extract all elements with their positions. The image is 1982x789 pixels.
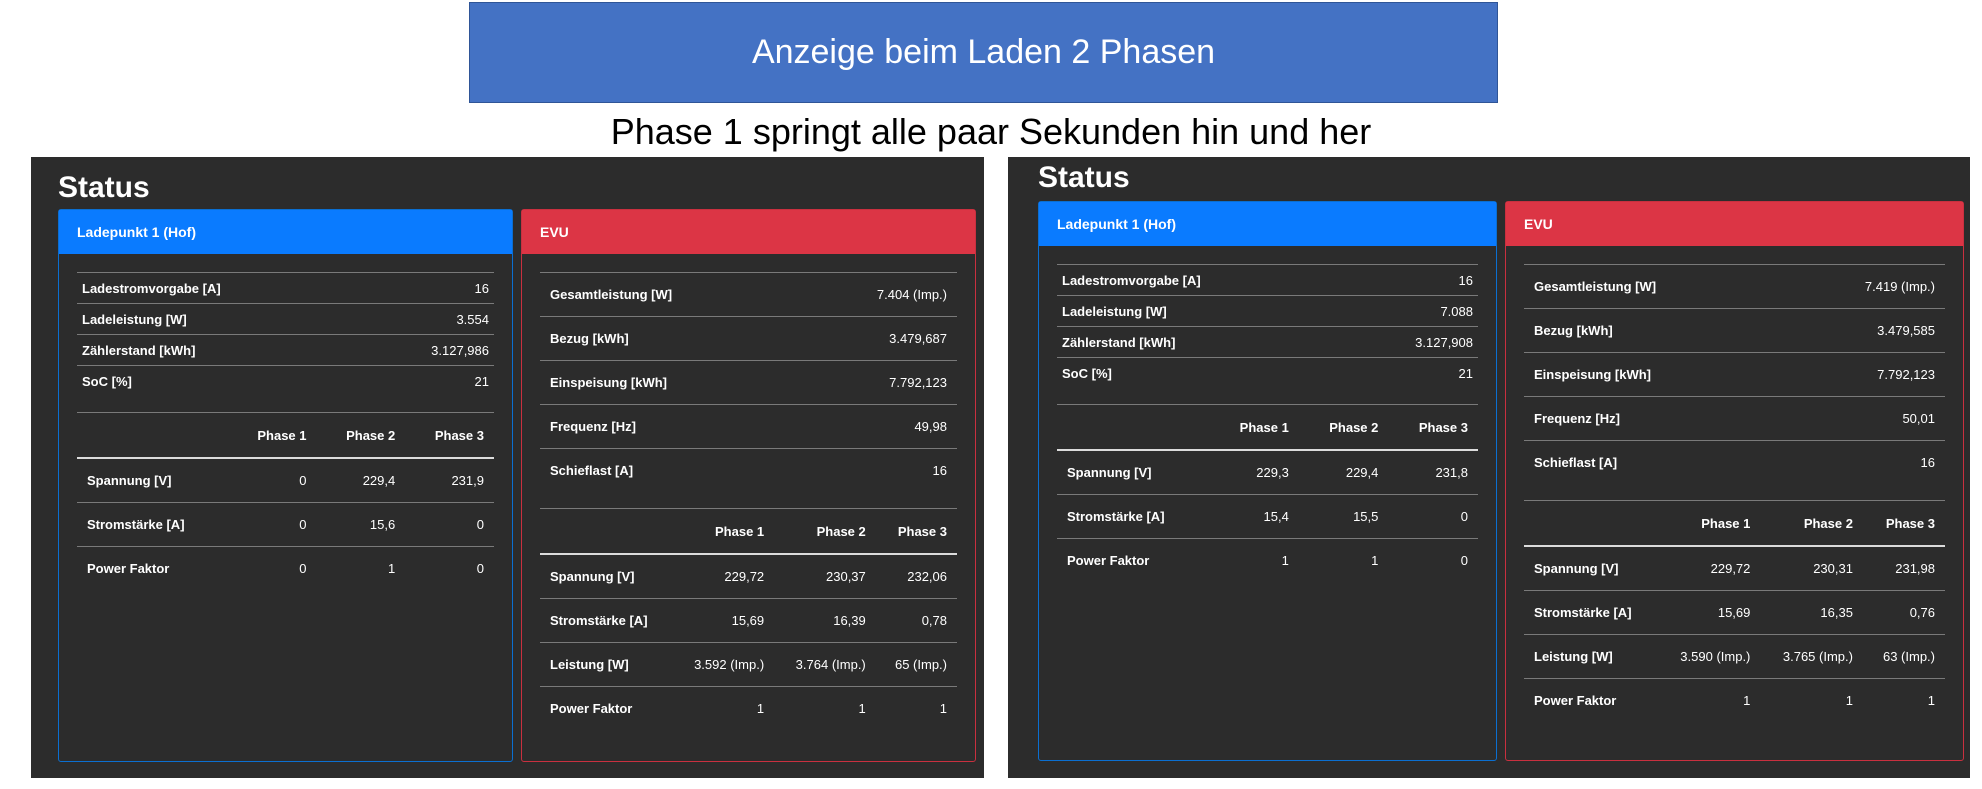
ladepunkt-phase-table [1057, 404, 1478, 582]
row-label: Power Faktor [1067, 553, 1150, 568]
header-phase-2: Phase 2 [1299, 405, 1389, 451]
evu-phase-table [540, 508, 957, 730]
row-value: 50,01 [1782, 397, 1945, 441]
banner-title: Anzeige beim Laden 2 Phasen [751, 33, 1216, 71]
header-phase-1: Phase 1 [673, 509, 775, 555]
cell-phase-2: 1 [1845, 693, 1853, 708]
header-phase-1: Phase 1 [228, 413, 317, 459]
row-label: Ladeleistung [W] [77, 304, 363, 335]
evu-card [521, 209, 976, 762]
row-label: Schieflast [A] [540, 449, 795, 493]
table-row [1524, 397, 1945, 441]
table-row [77, 304, 494, 335]
row-value: 49,98 [795, 405, 957, 449]
cell-phase-2: 1 [858, 701, 866, 716]
table-row [77, 335, 494, 366]
table-header-row [540, 509, 957, 555]
row-value: 16 [795, 449, 957, 493]
row-value: 7.792,123 [795, 361, 957, 405]
cell-phase-2: 229,4 [317, 458, 406, 503]
row-label: Schieflast [A] [1524, 441, 1782, 485]
cell-phase-3: 0 [1460, 553, 1468, 568]
cell-phase-1: 0 [299, 561, 307, 576]
cell-phase-2: 229,4 [1299, 450, 1389, 495]
row-label: Spannung [V] [540, 554, 673, 599]
row-value: 3.479,687 [795, 317, 957, 361]
cell-phase-1: 15,69 [673, 599, 775, 643]
evu-phase-table [1524, 500, 1945, 722]
row-label: Spannung [V] [1524, 546, 1658, 591]
row-value: 3.554 [363, 304, 494, 335]
row-label: Gesamtleistung [W] [540, 273, 795, 317]
cell-phase-3: 0 [405, 503, 494, 547]
header-empty [77, 413, 228, 459]
row-label: Spannung [V] [1057, 450, 1209, 495]
cell-phase-3: 63 (Imp.) [1863, 635, 1945, 679]
ladepunkt-card-header[interactable]: Ladepunkt 1 (Hof) [59, 210, 512, 254]
cell-phase-3: 0,76 [1863, 591, 1945, 635]
row-value: 7.088 [1346, 296, 1478, 327]
evu-card-header[interactable]: EVU [522, 210, 975, 254]
row-label: Power Faktor [87, 561, 170, 576]
row-label: Gesamtleistung [W] [1524, 265, 1782, 309]
row-label: SoC [%] [1057, 358, 1346, 389]
cell-phase-1: 1 [1743, 693, 1751, 708]
row-label: Einspeisung [kWh] [1524, 353, 1782, 397]
cell-phase-2: 1 [388, 561, 396, 576]
row-label: Frequenz [Hz] [1524, 397, 1782, 441]
cell-phase-1: 3.592 (Imp.) [673, 643, 775, 687]
cell-phase-2: 230,31 [1760, 546, 1863, 591]
cell-phase-2: 3.764 (Imp.) [774, 643, 876, 687]
table-row [1524, 353, 1945, 397]
ladepunkt-info-table [1057, 264, 1478, 388]
evu-info-table [540, 272, 957, 492]
row-label: Zählerstand [kWh] [1057, 327, 1346, 358]
cell-phase-3: 232,06 [876, 554, 957, 599]
row-label: Stromstärke [A] [77, 503, 228, 547]
cell-phase-2: 15,6 [317, 503, 406, 547]
title-banner [469, 2, 1498, 103]
row-label: Ladestromvorgabe [A] [77, 273, 363, 304]
header-phase-1: Phase 1 [1209, 405, 1299, 451]
row-value: 3.127,986 [363, 335, 494, 366]
row-label: Power Faktor [550, 701, 633, 716]
cell-phase-3: 65 (Imp.) [876, 643, 957, 687]
header-empty [540, 509, 673, 555]
table-header-row [1524, 501, 1945, 547]
row-value: 7.419 (Imp.) [1782, 265, 1945, 309]
cell-phase-2: 1 [1371, 553, 1379, 568]
table-row [1524, 441, 1945, 485]
row-value: 7.404 (Imp.) [795, 273, 957, 317]
table-row [540, 599, 957, 643]
cell-phase-3: 231,8 [1388, 450, 1478, 495]
evu-card-header[interactable]: EVU [1506, 202, 1963, 246]
row-label: Ladestromvorgabe [A] [1057, 265, 1346, 296]
table-row [540, 554, 957, 599]
cell-phase-3: 0,78 [876, 599, 957, 643]
table-header-row [1057, 405, 1478, 451]
row-value: 16 [1782, 441, 1945, 485]
cell-phase-2: 230,37 [774, 554, 876, 599]
row-label: SoC [%] [77, 366, 363, 397]
header-phase-3: Phase 3 [405, 413, 494, 459]
ladepunkt-info-table [77, 272, 494, 396]
table-row [1057, 358, 1478, 389]
cell-phase-2: 16,35 [1760, 591, 1863, 635]
row-label: Leistung [W] [540, 643, 673, 687]
row-label: Ladeleistung [W] [1057, 296, 1346, 327]
header-phase-3: Phase 3 [876, 509, 957, 555]
ladepunkt-phase-table [77, 412, 494, 590]
cell-phase-2: 3.765 (Imp.) [1760, 635, 1863, 679]
header-phase-2: Phase 2 [774, 509, 876, 555]
row-value: 7.792,123 [1782, 353, 1945, 397]
row-label: Zählerstand [kWh] [77, 335, 363, 366]
status-screen-left [31, 157, 984, 778]
row-value: 21 [1346, 358, 1478, 389]
table-row [1524, 265, 1945, 309]
cell-phase-1: 229,72 [1658, 546, 1761, 591]
table-row [77, 503, 494, 547]
table-row [77, 366, 494, 397]
row-label: Stromstärke [A] [1057, 495, 1209, 539]
table-row [1524, 591, 1945, 635]
table-row [1524, 679, 1945, 723]
cell-phase-1: 229,72 [673, 554, 775, 599]
row-label: Einspeisung [kWh] [540, 361, 795, 405]
cell-phase-2: 15,5 [1299, 495, 1389, 539]
cell-phase-2: 16,39 [774, 599, 876, 643]
table-row [540, 405, 957, 449]
header-phase-2: Phase 2 [317, 413, 406, 459]
row-label: Power Faktor [1534, 693, 1617, 708]
row-label: Bezug [kWh] [540, 317, 795, 361]
table-row [77, 458, 494, 503]
table-row [77, 273, 494, 304]
header-phase-1: Phase 1 [1658, 501, 1761, 547]
row-label: Leistung [W] [1524, 635, 1658, 679]
cell-phase-1: 0 [228, 503, 317, 547]
cell-phase-1: 1 [1281, 553, 1289, 568]
table-row [1057, 495, 1478, 539]
cell-phase-3: 1 [939, 701, 947, 716]
cell-phase-1: 3.590 (Imp.) [1658, 635, 1761, 679]
table-row [540, 449, 957, 493]
table-row [1057, 327, 1478, 358]
evu-info-table [1524, 264, 1945, 484]
row-label: Spannung [V] [77, 458, 228, 503]
row-value: 16 [363, 273, 494, 304]
header-phase-3: Phase 3 [1863, 501, 1945, 547]
status-screen-right [1008, 157, 1970, 778]
row-label: Stromstärke [A] [1524, 591, 1658, 635]
status-title: Status [58, 171, 150, 204]
table-row [1524, 546, 1945, 591]
ladepunkt-card [58, 209, 513, 762]
row-label: Stromstärke [A] [540, 599, 673, 643]
cell-phase-3: 231,98 [1863, 546, 1945, 591]
cell-phase-1: 1 [756, 701, 765, 716]
evu-card [1505, 201, 1964, 761]
header-empty [1524, 501, 1658, 547]
row-value: 3.127,908 [1346, 327, 1478, 358]
table-row [77, 547, 494, 591]
header-phase-3: Phase 3 [1388, 405, 1478, 451]
table-row [540, 361, 957, 405]
ladepunkt-card-header[interactable]: Ladepunkt 1 (Hof) [1039, 202, 1496, 246]
row-label: Frequenz [Hz] [540, 405, 795, 449]
row-value: 21 [363, 366, 494, 397]
cell-phase-1: 229,3 [1209, 450, 1299, 495]
cell-phase-1: 15,4 [1209, 495, 1299, 539]
table-row [540, 317, 957, 361]
ladepunkt-card [1038, 201, 1497, 761]
cell-phase-3: 1 [1927, 693, 1935, 708]
table-row [540, 687, 957, 731]
table-row [1057, 265, 1478, 296]
table-row [540, 643, 957, 687]
row-value: 16 [1346, 265, 1478, 296]
cell-phase-1: 0 [228, 458, 317, 503]
table-row [1057, 450, 1478, 495]
subtitle: Phase 1 springt alle paar Sekunden hin und her [610, 111, 1372, 152]
table-row [1524, 635, 1945, 679]
cell-phase-1: 15,69 [1658, 591, 1761, 635]
table-row [1524, 309, 1945, 353]
row-label: Bezug [kWh] [1524, 309, 1782, 353]
table-header-row [77, 413, 494, 459]
header-phase-2: Phase 2 [1760, 501, 1863, 547]
cell-phase-3: 231,9 [405, 458, 494, 503]
table-row [1057, 296, 1478, 327]
table-row [540, 273, 957, 317]
cell-phase-3: 0 [476, 561, 484, 576]
cell-phase-3: 0 [1388, 495, 1478, 539]
table-row [1057, 539, 1478, 583]
header-empty [1057, 405, 1209, 451]
status-title: Status [1038, 161, 1130, 194]
row-value: 3.479,585 [1782, 309, 1945, 353]
